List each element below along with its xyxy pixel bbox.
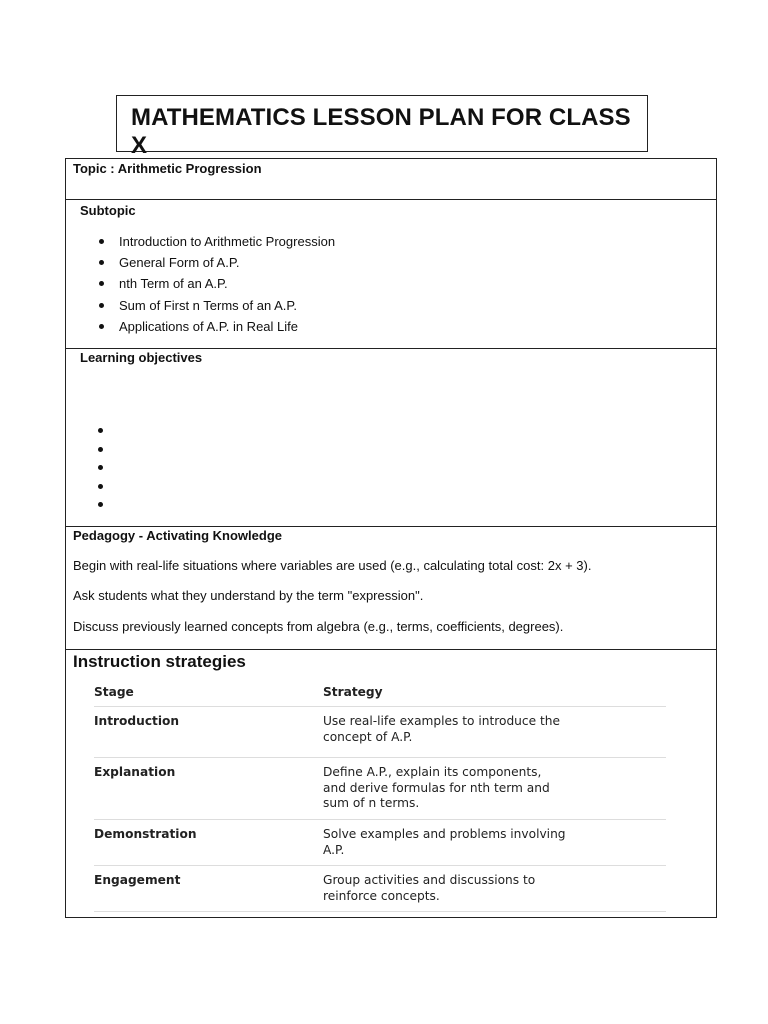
strategy-line: Group activities and discussions to bbox=[323, 873, 536, 887]
strategy-cell bbox=[323, 820, 666, 866]
list-item: Applications of A.P. in Real Life bbox=[119, 316, 335, 337]
strategy-cell bbox=[323, 758, 666, 820]
pedagogy-line: Ask students what they understand by the term "expression". bbox=[73, 588, 424, 603]
title-box bbox=[116, 95, 648, 159]
subtopic-heading: Subtopic bbox=[80, 203, 136, 218]
topic-section bbox=[66, 159, 716, 200]
list-item: General Form of A.P. bbox=[119, 252, 335, 273]
list-item: nth Term of an A.P. bbox=[119, 273, 335, 294]
stage-cell: Introduction bbox=[94, 707, 323, 758]
subtopic-list bbox=[119, 231, 335, 337]
pedagogy-line: Begin with real-life situations where variables are used (e.g., calculating total cost: 2x + 3). bbox=[73, 558, 592, 573]
strategy-line: Use real-life examples to introduce the bbox=[323, 714, 560, 728]
topic-heading: Topic : Arithmetic Progression bbox=[73, 161, 262, 176]
instruction-section bbox=[66, 650, 716, 917]
subtopic-section bbox=[66, 200, 716, 349]
strategy-line: concept of A.P. bbox=[323, 729, 413, 744]
strategy-line: sum of n terms. bbox=[323, 796, 420, 810]
strategy-line: and derive formulas for nth term and bbox=[323, 780, 550, 795]
page-title: MATHEMATICS LESSON PLAN FOR CLASS X bbox=[131, 104, 631, 159]
strategy-line: reinforce concepts. bbox=[323, 888, 440, 903]
objectives-section bbox=[66, 349, 716, 527]
stage-cell: Explanation bbox=[94, 758, 323, 820]
strategy-line: Define A.P., explain its components, bbox=[323, 765, 542, 779]
table-row bbox=[94, 820, 666, 866]
table-row bbox=[94, 707, 666, 758]
pedagogy-line: Discuss previously learned concepts from algebra (e.g., terms, coefficients, degrees). bbox=[73, 619, 564, 634]
pedagogy-heading: Pedagogy - Activating Knowledge bbox=[73, 528, 282, 543]
stage-cell: Demonstration bbox=[94, 820, 323, 866]
table-row bbox=[94, 758, 666, 820]
stage-cell: Engagement bbox=[94, 866, 323, 912]
strategy-cell bbox=[323, 707, 666, 758]
strategy-table bbox=[94, 683, 666, 912]
objectives-heading: Learning objectives bbox=[80, 350, 203, 365]
column-header-stage: Stage bbox=[94, 683, 323, 707]
table-row bbox=[94, 866, 666, 912]
instruction-heading: Instruction strategies bbox=[73, 652, 246, 671]
list-item: Sum of First n Terms of an A.P. bbox=[119, 295, 335, 316]
list-item: Introduction to Arithmetic Progression bbox=[119, 231, 335, 252]
pedagogy-section bbox=[66, 527, 716, 650]
table-header-row bbox=[94, 683, 666, 707]
strategy-line: A.P. bbox=[323, 842, 345, 857]
strategy-cell bbox=[323, 866, 666, 912]
column-header-strategy: Strategy bbox=[323, 683, 666, 707]
lesson-plan-table bbox=[65, 158, 717, 918]
strategy-line: Solve examples and problems involving bbox=[323, 827, 566, 841]
